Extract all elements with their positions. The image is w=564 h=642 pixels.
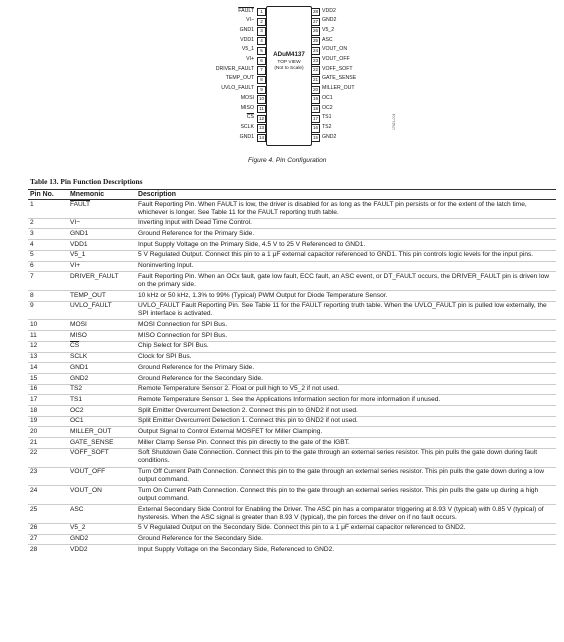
pin-number-cell: 18 bbox=[28, 405, 68, 416]
header-mnemonic: Mnemonic bbox=[68, 190, 136, 200]
description-cell: Split Emitter Overcurrent Detection 1. Connect this pin to GND2 if not used. bbox=[136, 416, 556, 427]
table-row bbox=[28, 545, 556, 555]
mnemonic-cell: GND2 bbox=[68, 534, 136, 545]
pin-number-cell: 26 bbox=[28, 523, 68, 534]
left-pin-number: 3 bbox=[257, 27, 266, 35]
right-pin-label: ASC bbox=[322, 36, 333, 43]
pin-number-cell: 25 bbox=[28, 505, 68, 524]
description-cell: MOSI Connection for SPI Bus. bbox=[136, 320, 556, 331]
right-pin-number: 16 bbox=[311, 124, 320, 132]
description-cell: Inverting Input with Dead Time Control. bbox=[136, 218, 556, 229]
left-pin-label: MISO bbox=[240, 104, 254, 111]
left-pin-label: GND1 bbox=[239, 26, 254, 33]
mnemonic-cell: OC1 bbox=[68, 416, 136, 427]
pin-number-cell: 6 bbox=[28, 261, 68, 272]
mnemonic-cell: GND1 bbox=[68, 229, 136, 240]
mnemonic-cell: VOFF_SOFT bbox=[68, 448, 136, 467]
table-row bbox=[28, 486, 556, 505]
description-cell: Fault Reporting Pin. When FAULT is low, the driver is disabled for as long as the FAULT pin persists or for the extent of the latch time, whichever is longer. See Table 11 for the FAULT reporting truth table. bbox=[136, 200, 556, 219]
mnemonic-cell: TS1 bbox=[68, 395, 136, 406]
description-cell: Input Supply Voltage on the Primary Side, 4.5 V to 25 V Referenced to GND1. bbox=[136, 240, 556, 251]
mnemonic-cell: ASC bbox=[68, 505, 136, 524]
table-row bbox=[28, 301, 556, 320]
right-pin-number: 26 bbox=[311, 27, 320, 35]
chip-package bbox=[266, 6, 312, 146]
left-pin-number: 11 bbox=[257, 105, 266, 113]
description-cell: External Secondary Side Control for Enabling the Driver. The ASC pin has a comparator triggering at 8.93 V (typical) with 0.85 V (typical) of hysteresis. When the ASC signal is greater than 8.93 V (typical), the pin forces the driver on if no fault occurs. bbox=[136, 505, 556, 524]
mnemonic-cell: MISO bbox=[68, 331, 136, 342]
table-row bbox=[28, 405, 556, 416]
pin-number-cell: 1 bbox=[28, 200, 68, 219]
mnemonic-cell: V5_2 bbox=[68, 523, 136, 534]
pin-number-cell: 16 bbox=[28, 384, 68, 395]
table-row bbox=[28, 438, 556, 449]
left-pin-number: 6 bbox=[257, 57, 266, 65]
description-cell: UVLO_FAULT Fault Reporting Pin. See Table 11 for the FAULT reporting truth table. When the UVLO_FAULT pin is pulled low externally, the SPI interface is activated. bbox=[136, 301, 556, 320]
right-pin-number: 28 bbox=[311, 8, 320, 16]
mnemonic-cell: TEMP_OUT bbox=[68, 291, 136, 302]
left-pin-label: FAULT bbox=[238, 7, 254, 14]
right-pin-label: OC1 bbox=[322, 94, 333, 101]
chip-name: ADuM4137 bbox=[273, 51, 305, 58]
pin-number-cell: 27 bbox=[28, 534, 68, 545]
pin-number-cell: 11 bbox=[28, 331, 68, 342]
right-pin-label: MILLER_OUT bbox=[322, 85, 355, 92]
right-pin-number: 19 bbox=[311, 95, 320, 103]
description-cell: Remote Temperature Sensor 2. Float or pull high to V5_2 if not used. bbox=[136, 384, 556, 395]
pin-number-cell: 8 bbox=[28, 291, 68, 302]
table-row bbox=[28, 373, 556, 384]
left-pin-label: TEMP_OUT bbox=[225, 75, 254, 82]
mnemonic-cell: MILLER_OUT bbox=[68, 427, 136, 438]
table-row bbox=[28, 291, 556, 302]
pin-number-cell: 19 bbox=[28, 416, 68, 427]
right-pin-label: VOFF_SOFT bbox=[322, 65, 353, 72]
right-pin-number: 22 bbox=[311, 66, 320, 74]
right-pin-number: 20 bbox=[311, 86, 320, 94]
mnemonic-cell: GATE_SENSE bbox=[68, 438, 136, 449]
table-row bbox=[28, 250, 556, 261]
left-pin-label: VI− bbox=[246, 17, 254, 24]
table-row bbox=[28, 384, 556, 395]
table-header-row bbox=[28, 190, 556, 200]
table-row bbox=[28, 363, 556, 374]
header-pin-no: Pin No. bbox=[28, 190, 68, 200]
left-pin-number: 9 bbox=[257, 86, 266, 94]
mnemonic-cell: V5_1 bbox=[68, 250, 136, 261]
chip-view-label bbox=[267, 60, 311, 72]
left-pin-number: 7 bbox=[257, 66, 266, 74]
table-row bbox=[28, 240, 556, 251]
pin-number-cell: 7 bbox=[28, 272, 68, 291]
pin-number-cell: 13 bbox=[28, 352, 68, 363]
mnemonic-cell: VOUT_OFF bbox=[68, 467, 136, 486]
mnemonic-cell: VDD2 bbox=[70, 545, 88, 553]
table-row bbox=[28, 261, 556, 272]
right-pin-label: OC2 bbox=[322, 104, 333, 111]
left-pin-number: 1 bbox=[257, 8, 266, 16]
table-row bbox=[28, 320, 556, 331]
right-pin-number: 25 bbox=[311, 37, 320, 45]
table-row bbox=[28, 229, 556, 240]
table-row bbox=[28, 534, 556, 545]
right-pin-number: 21 bbox=[311, 76, 320, 84]
right-pin-label: VOUT_OFF bbox=[322, 56, 350, 62]
mnemonic-cell: TS2 bbox=[68, 384, 136, 395]
description-cell: Miller Clamp Sense Pin. Connect this pin directly to the gate of the IGBT. bbox=[136, 438, 556, 449]
table-row bbox=[28, 523, 556, 534]
left-pin-number: 4 bbox=[257, 37, 266, 45]
pin-configuration-figure bbox=[0, 0, 564, 170]
left-pin-number: 14 bbox=[257, 134, 266, 142]
description-cell: Chip Select for SPI Bus. bbox=[136, 341, 556, 352]
chip-view-line2: (Not to Scale) bbox=[274, 66, 304, 71]
description-cell: Turn Off Current Path Connection. Connect this pin to the gate through an external series resistor. This pin pulls the gate down during a low output command. bbox=[136, 467, 556, 486]
table-row bbox=[28, 200, 556, 219]
right-pin-label: VDD2 bbox=[322, 7, 336, 14]
mnemonic-cell: VDD1 bbox=[68, 240, 136, 251]
left-pin-number: 10 bbox=[257, 95, 266, 103]
description-cell: Soft Shutdown Gate Connection. Connect this pin to the gate through an external series resistor. This pin pulls the gate down during fault conditions. bbox=[136, 448, 556, 467]
left-pin-label: GND1 bbox=[239, 133, 254, 140]
left-pin-label: $\overline{CS}$ bbox=[246, 114, 254, 121]
right-pin-label: GATE_SENSE bbox=[322, 75, 357, 82]
description-cell: Noninverting Input. bbox=[136, 261, 556, 272]
description-cell: Fault Reporting Pin. When an OCx fault, gate low fault, ECC fault, an ASC event, or DT_FAULT occurs, the DRIVER_FAULT pin is driven low on the primary side. bbox=[136, 272, 556, 291]
mnemonic-cell: MOSI bbox=[68, 320, 136, 331]
right-pin-number: 24 bbox=[311, 47, 320, 55]
description-cell: Remote Temperature Sensor 1. See the Applications Information section for more information if unused. bbox=[136, 395, 556, 406]
table-row bbox=[28, 272, 556, 291]
right-pin-number: 27 bbox=[311, 18, 320, 26]
description-cell: 5 V Regulated Output on the Secondary Side. Connect this pin to a 1 μF external capacitor referenced to GND2. bbox=[136, 523, 556, 534]
table-title: Table 13. Pin Function Descriptions bbox=[30, 177, 143, 186]
description-cell: Ground Reference for the Primary Side. bbox=[136, 363, 556, 374]
pin-number-cell: 4 bbox=[28, 240, 68, 251]
table-row bbox=[28, 505, 556, 524]
description-cell: 5 V Regulated Output. Connect this pin to a 1 μF external capacitor referenced to GND1. This pin controls logic levels for the input pins. bbox=[136, 250, 556, 261]
left-pin-label: VDD1 bbox=[240, 36, 254, 43]
figure-caption: Figure 4. Pin Configuration bbox=[248, 157, 327, 164]
description-cell: Input Supply Voltage on the Secondary Side, Referenced to GND2. bbox=[138, 545, 335, 553]
table-row bbox=[28, 467, 556, 486]
description-cell: Ground Reference for the Primary Side. bbox=[136, 229, 556, 240]
left-pin-number: 12 bbox=[257, 115, 266, 123]
header-description: Description bbox=[136, 190, 556, 200]
mnemonic-cell: GND1 bbox=[68, 363, 136, 374]
description-cell: 10 kHz or 50 kHz, 1.3% to 99% (Typical) PWM Output for Diode Temperature Sensor. bbox=[136, 291, 556, 302]
table-row bbox=[28, 395, 556, 406]
left-pin-label: UVLO_FAULT bbox=[221, 85, 254, 92]
pin-number-cell: 22 bbox=[28, 448, 68, 467]
right-pin-label: V5_2 bbox=[322, 26, 335, 33]
pin-number-cell: 20 bbox=[28, 427, 68, 438]
table-row bbox=[28, 331, 556, 342]
left-pin-label: DRIVER_FAULT bbox=[215, 65, 254, 72]
pin-number-cell: 28 bbox=[30, 545, 38, 553]
pin-number-cell: 14 bbox=[28, 363, 68, 374]
right-pin-number: 15 bbox=[311, 134, 320, 142]
pin-number-cell: 10 bbox=[28, 320, 68, 331]
pin-number-cell: 9 bbox=[28, 301, 68, 320]
description-cell: Split Emitter Overcurrent Detection 2. Connect this pin to GND2 if not used. bbox=[136, 405, 556, 416]
table-row bbox=[28, 416, 556, 427]
table-row bbox=[28, 352, 556, 363]
figure-id: 17421-004 bbox=[392, 113, 396, 130]
right-pin-label: GND2 bbox=[322, 133, 337, 140]
left-pin-label: VI+ bbox=[246, 56, 254, 62]
description-cell: MISO Connection for SPI Bus. bbox=[136, 331, 556, 342]
pin-number-cell: 17 bbox=[28, 395, 68, 406]
left-pin-number: 2 bbox=[257, 18, 266, 26]
mnemonic-cell: VI+ bbox=[68, 261, 136, 272]
mnemonic-cell: VOUT_ON bbox=[68, 486, 136, 505]
right-pin-number: 23 bbox=[311, 57, 320, 65]
table-row bbox=[28, 341, 556, 352]
mnemonic-cell: $\overline{CS}$ bbox=[68, 341, 136, 352]
table-row bbox=[28, 218, 556, 229]
left-pin-label: MOSI bbox=[240, 94, 254, 101]
pin-number-cell: 2 bbox=[28, 218, 68, 229]
description-cell: Ground Reference for the Secondary Side. bbox=[136, 534, 556, 545]
pin-number-cell: 15 bbox=[28, 373, 68, 384]
mnemonic-cell: VI− bbox=[68, 218, 136, 229]
mnemonic-cell: OC2 bbox=[68, 405, 136, 416]
pin-number-cell: 5 bbox=[28, 250, 68, 261]
left-pin-number: 13 bbox=[257, 124, 266, 132]
pin-number-cell: 12 bbox=[28, 341, 68, 352]
right-pin-label: TS1 bbox=[322, 114, 332, 121]
description-cell: Output Signal to Control External MOSFET for Miller Clamping. bbox=[136, 427, 556, 438]
left-pin-label: V5_1 bbox=[241, 46, 254, 53]
table-row bbox=[28, 427, 556, 438]
description-cell: Clock for SPI Bus. bbox=[136, 352, 556, 363]
mnemonic-cell: DRIVER_FAULT bbox=[68, 272, 136, 291]
table-row bbox=[28, 448, 556, 467]
mnemonic-cell: GND2 bbox=[68, 373, 136, 384]
left-pin-label: SCLK bbox=[240, 123, 254, 130]
right-pin-label: TS2 bbox=[322, 123, 332, 130]
pin-number-cell: 3 bbox=[28, 229, 68, 240]
pin-function-table bbox=[28, 189, 556, 555]
pin-number-cell: 23 bbox=[28, 467, 68, 486]
right-pin-label: VOUT_ON bbox=[322, 46, 348, 53]
chip-view-line1: TOP VIEW bbox=[277, 60, 301, 65]
description-cell: Ground Reference for the Secondary Side. bbox=[136, 373, 556, 384]
pin-number-cell: 21 bbox=[28, 438, 68, 449]
right-pin-number: 18 bbox=[311, 105, 320, 113]
pin-number-cell: 24 bbox=[28, 486, 68, 505]
mnemonic-cell: SCLK bbox=[68, 352, 136, 363]
mnemonic-cell: FAULT bbox=[68, 200, 136, 219]
mnemonic-cell: UVLO_FAULT bbox=[68, 301, 136, 320]
right-pin-number: 17 bbox=[311, 115, 320, 123]
right-pin-label: GND2 bbox=[322, 17, 337, 24]
left-pin-number: 5 bbox=[257, 47, 266, 55]
left-pin-number: 8 bbox=[257, 76, 266, 84]
description-cell: Turn On Current Path Connection. Connect this pin to the gate through an external series resistor. This pin pulls the gate up during a high output command. bbox=[136, 486, 556, 505]
